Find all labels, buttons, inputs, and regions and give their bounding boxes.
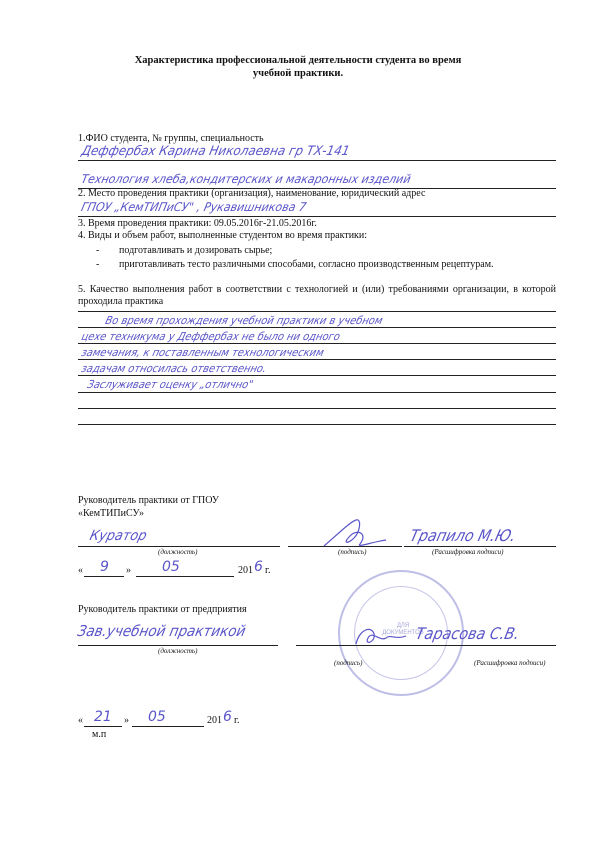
quality-hand-2: цехе техникума у Деффербах не было ни одного xyxy=(80,330,342,343)
work1-dash: - xyxy=(96,245,100,256)
stamp-text-line1: ДЛЯ xyxy=(396,623,410,629)
school-date-year-prefix: 201 xyxy=(238,565,253,576)
enterprise-date-year-digit: 6 xyxy=(223,709,232,725)
quality-hand-3: замечания, к поставленным технологическим xyxy=(80,346,326,359)
enterprise-date-year-prefix: 201 xyxy=(207,715,222,726)
enterprise-date-suffix: г. xyxy=(234,715,240,726)
quality-hand-5: Заслуживает оценку „отлично" xyxy=(86,378,255,391)
enterprise-signature xyxy=(350,620,410,652)
place-handwritten: ГПОУ „КемТИПиСУ" , Рукавишникова 7 xyxy=(80,200,308,214)
quality-label: 5. Качество выполнения работ в соответствии с технологией и (или) требованиями организации, в которой проходила практика xyxy=(78,284,556,307)
quality-hand-1: Во время прохождения учебной практики в учебном xyxy=(104,314,385,327)
school-date-month: 05 xyxy=(162,559,180,575)
school-supervisor-org: «КемТИПиСУ» xyxy=(78,508,144,519)
enterprise-name-line xyxy=(412,645,556,646)
school-date-month-line xyxy=(136,576,234,577)
school-date-suffix: г. xyxy=(265,565,271,576)
school-date-day: 9 xyxy=(100,559,109,575)
page-title: Характеристика профессиональной деятельности студента во время xyxy=(134,55,462,66)
school-position-handwritten: Куратор xyxy=(88,528,149,544)
enterprise-date-day: 21 xyxy=(94,709,112,725)
enterprise-position-caption: (должность) xyxy=(158,647,198,655)
quality-line-4 xyxy=(78,375,556,376)
quality-line-6 xyxy=(78,408,556,409)
place-label: 2. Место проведения практики (организация), наименование, юридический адрес xyxy=(78,188,426,199)
enterprise-date-mid: » xyxy=(124,715,129,726)
place-line xyxy=(78,216,556,217)
enterprise-name-handwritten: Тарасова С.В. xyxy=(414,624,522,643)
work2-dash: - xyxy=(96,259,100,270)
enterprise-supervisor-label: Руководитель практики от предприятия xyxy=(78,604,247,615)
school-date-day-line xyxy=(84,576,124,577)
works-label: 4. Виды и объем работ, выполненные студентом во время практики: xyxy=(78,230,368,241)
school-name-caption: (Расшифровка подписи) xyxy=(432,548,504,556)
school-supervisor-label: Руководитель практики от ГПОУ xyxy=(78,495,220,506)
quality-line-2 xyxy=(78,343,556,344)
stamp-text-line2: ДОКУМЕНТОВ xyxy=(382,630,424,636)
fio-label: 1.ФИО студента, № группы, специальность xyxy=(78,133,264,144)
enterprise-position-line xyxy=(78,645,278,646)
specialty-handwritten: Технология хлеба,кондитерских и макаронных изделий xyxy=(80,172,413,186)
work1-text: подготавливать и дозировать сырье; xyxy=(119,245,273,256)
enterprise-date-month-line xyxy=(132,726,204,727)
quality-line-7 xyxy=(78,424,556,425)
school-position-line xyxy=(78,546,280,547)
school-name-handwritten: Трапило М.Ю. xyxy=(408,526,518,545)
fio-handwritten: Деффербах Карина Николаевна гр ТХ-141 xyxy=(80,144,351,159)
school-date-year-digit: 6 xyxy=(254,559,263,575)
school-position-caption: (должность) xyxy=(158,548,198,556)
enterprise-date-open: « xyxy=(78,715,83,726)
quality-line-3 xyxy=(78,359,556,360)
school-signature-caption: (подпись) xyxy=(338,548,367,556)
quality-top-line xyxy=(78,311,556,312)
work2-text: приготавливать тесто различными способами, согласно производственным рецептурам. xyxy=(119,259,494,270)
enterprise-signature-line xyxy=(296,645,412,646)
quality-hand-4: задачам относилась ответственно. xyxy=(80,362,268,375)
enterprise-position-handwritten: Зав.учебной практикой xyxy=(76,622,248,640)
fio-line xyxy=(78,160,556,161)
quality-line-5 xyxy=(78,392,556,393)
quality-line-1 xyxy=(78,327,556,328)
stamp-place-label: м.п xyxy=(92,729,107,740)
school-date-open: « xyxy=(78,565,83,576)
enterprise-date-month: 05 xyxy=(148,709,166,725)
page-subtitle: учебной практики. xyxy=(252,68,344,79)
school-signature-line xyxy=(288,546,402,547)
enterprise-date-day-line xyxy=(84,726,122,727)
enterprise-signature-caption: (подпись) xyxy=(334,659,363,667)
school-name-line xyxy=(404,546,556,547)
enterprise-name-caption: (Расшифровка подписи) xyxy=(474,659,546,667)
time-label: 3. Время проведения практики: 09.05.2016г-21.05.2016г. xyxy=(78,218,317,229)
school-date-mid: » xyxy=(126,565,131,576)
